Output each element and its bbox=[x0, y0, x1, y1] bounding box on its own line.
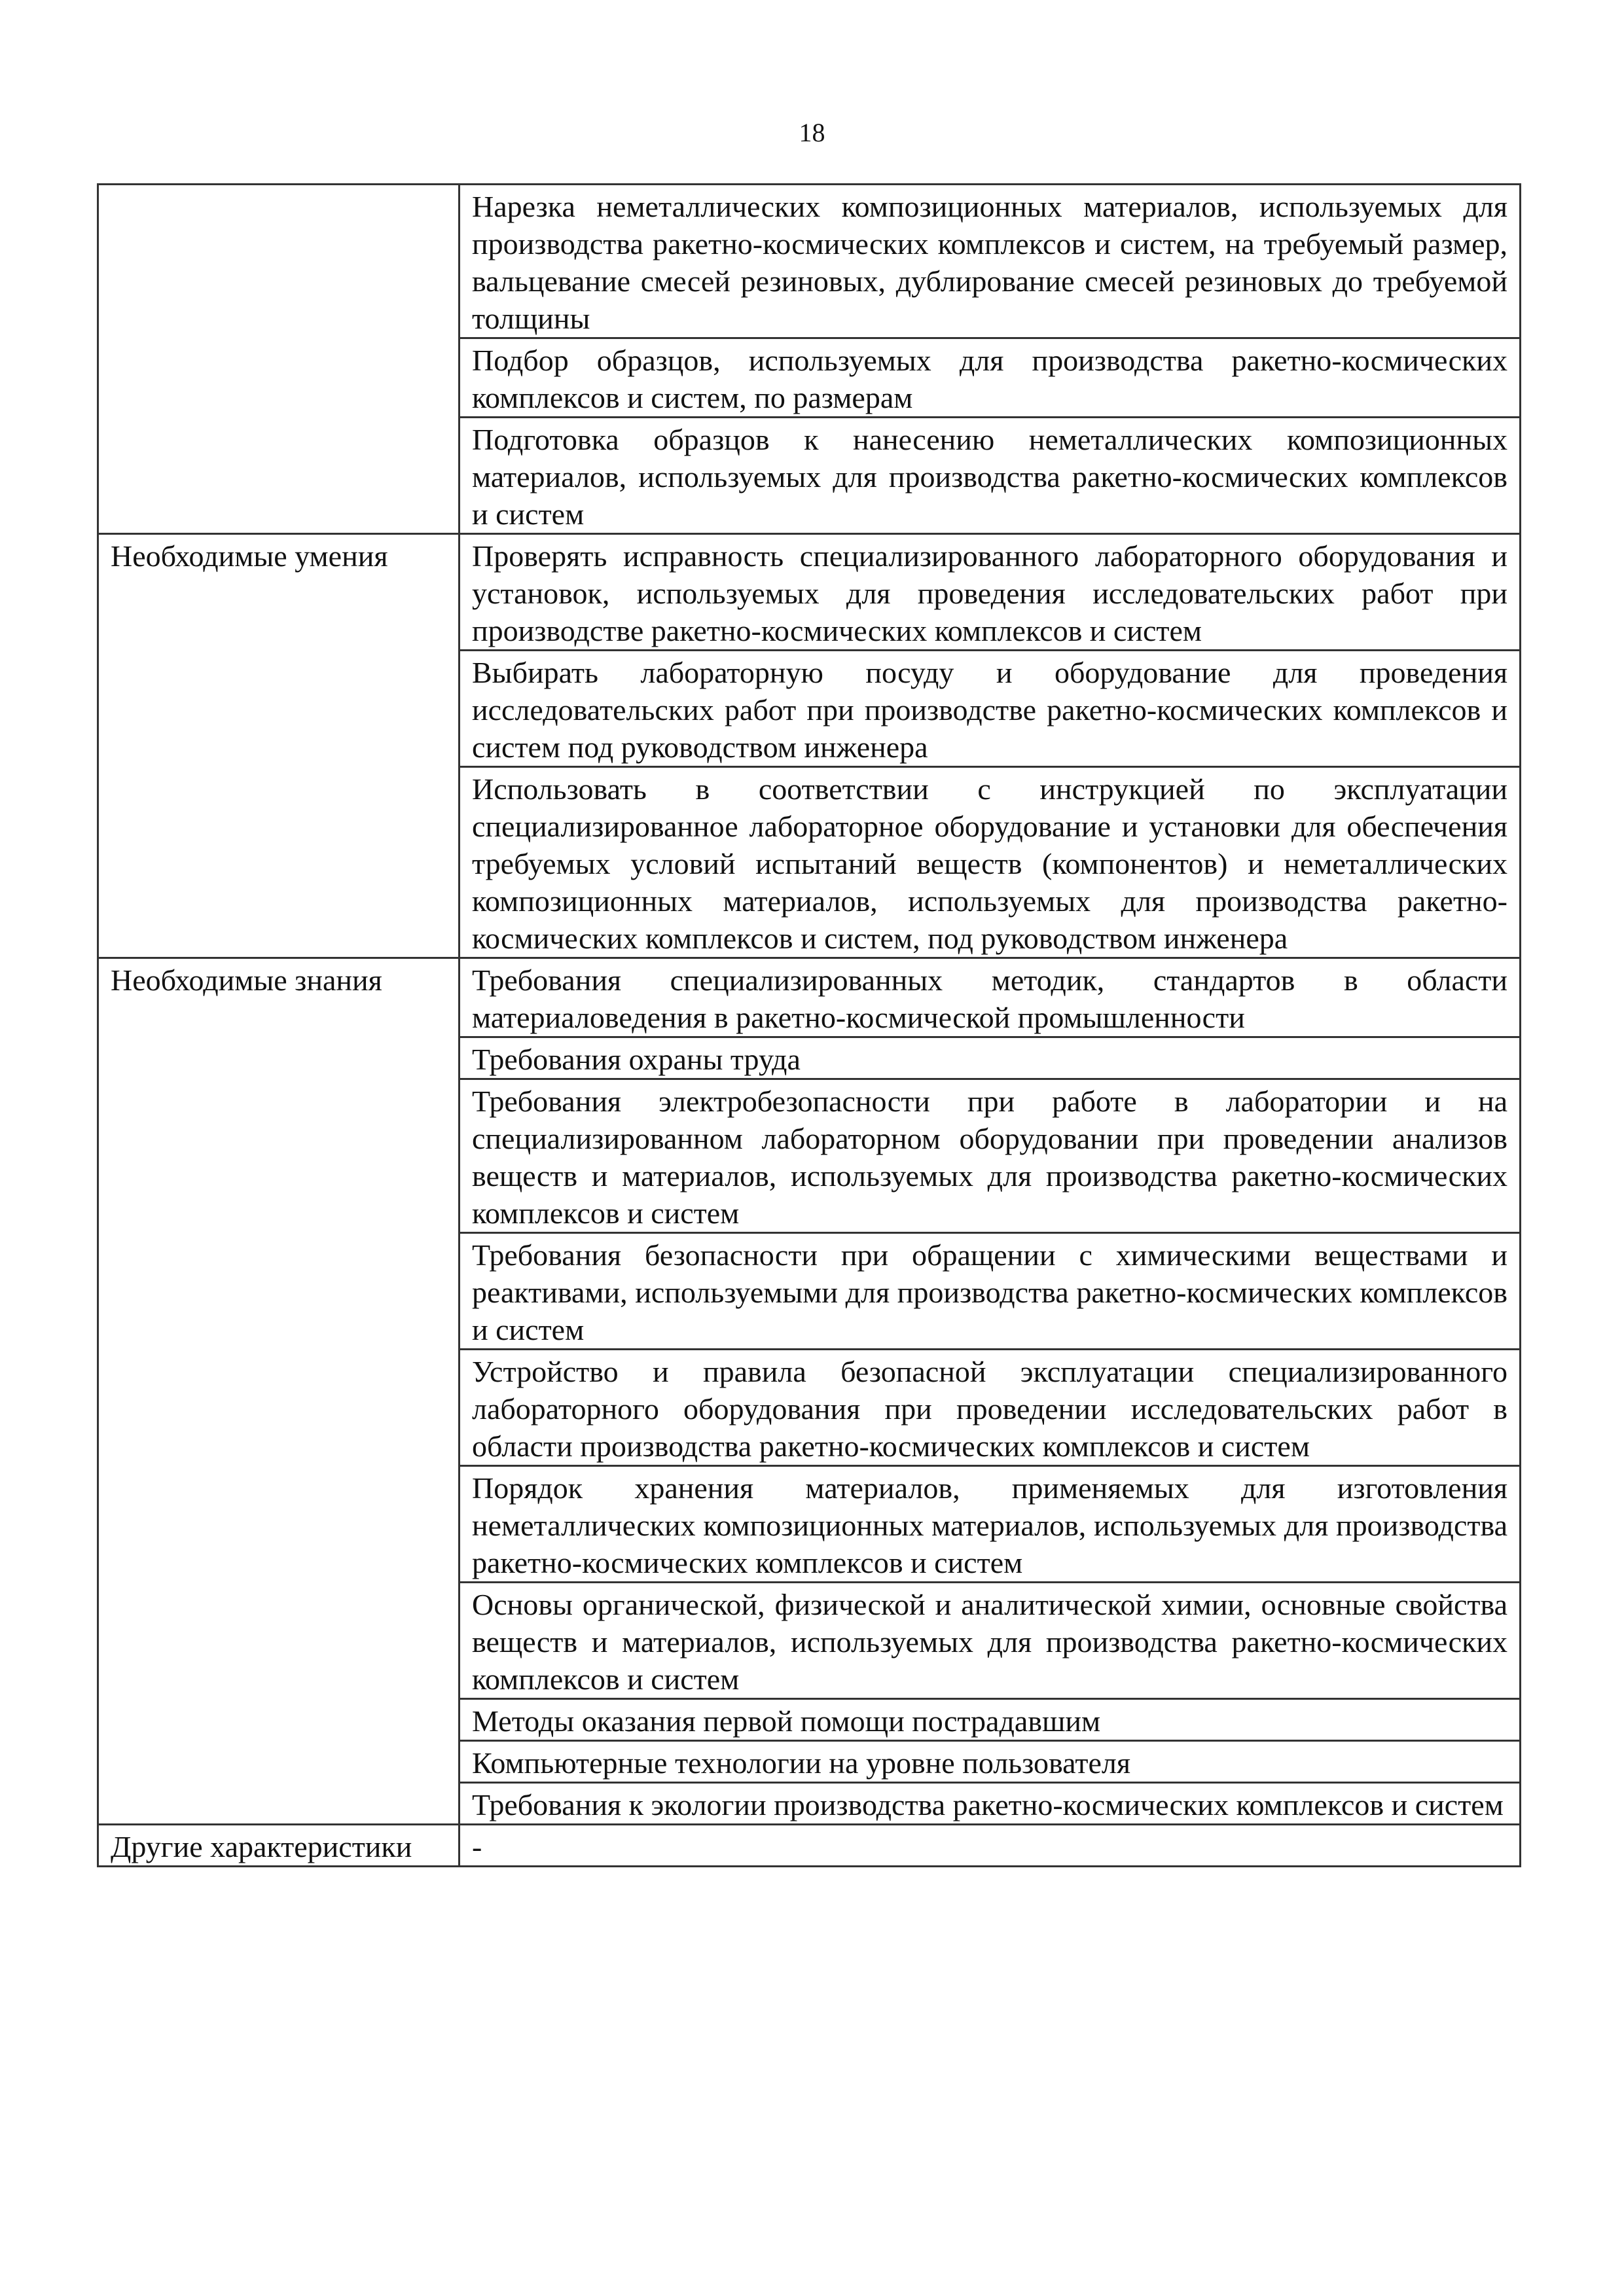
table-cell: Требования безопасности при обращении с химическими веществами и реактивами, используемыми для производства ракетно-космических комплексов и систем bbox=[460, 1233, 1521, 1350]
table-row bbox=[98, 1825, 1521, 1867]
table-row bbox=[98, 958, 1521, 1037]
page-number: 18 bbox=[799, 118, 825, 147]
table-cell: Основы органической, физической и аналитической химии, основные свойства веществ и материалов, используемых для производства ракетно-космических комплексов и систем bbox=[460, 1583, 1521, 1699]
table-cell: Компьютерные технологии на уровне пользователя bbox=[460, 1741, 1521, 1783]
table-cell: Методы оказания первой помощи пострадавшим bbox=[460, 1699, 1521, 1741]
row-label-empty bbox=[98, 185, 460, 534]
table-cell: Требования к экологии производства ракетно-космических комплексов и систем bbox=[460, 1783, 1521, 1825]
table-cell: Нарезка неметаллических композиционных материалов, используемых для производства ракетно-космических комплексов и систем, на требуемый размер, вальцевание смесей резиновых, дублирование смесей резиновых до требуемой толщины bbox=[460, 185, 1521, 338]
table-cell: - bbox=[460, 1825, 1521, 1867]
table-cell: Подготовка образцов к нанесению неметаллических композиционных материалов, используемых для производства ракетно-космических комплексов и систем bbox=[460, 418, 1521, 534]
table-cell: Выбирать лабораторную посуду и оборудование для проведения исследовательских работ при производстве ракетно-космических комплексов и систем под руководством инженера bbox=[460, 651, 1521, 767]
table-row bbox=[98, 185, 1521, 338]
table-cell: Использовать в соответствии с инструкцией по эксплуатации специализированное лабораторное оборудование и установки для обеспечения требуемых условий испытаний веществ (компонентов) и неметаллических композиционных материалов, используемых для производства ракетно-космических комплексов и систем, под руководством инженера bbox=[460, 767, 1521, 958]
row-label-skills: Необходимые умения bbox=[98, 534, 460, 958]
table-row bbox=[98, 534, 1521, 651]
table-cell: Требования специализированных методик, стандартов в области материаловедения в ракетно-космической промышленности bbox=[460, 958, 1521, 1037]
table-cell: Проверять исправность специализированного лабораторного оборудования и установок, используемых для проведения исследовательских работ при производстве ракетно-космических комплексов и систем bbox=[460, 534, 1521, 651]
qualification-table bbox=[97, 183, 1521, 1867]
row-label-other: Другие характеристики bbox=[98, 1825, 460, 1867]
table-cell: Подбор образцов, используемых для производства ракетно-космических комплексов и систем, по размерам bbox=[460, 338, 1521, 418]
table-cell: Требования охраны труда bbox=[460, 1037, 1521, 1079]
table-cell: Устройство и правила безопасной эксплуатации специализированного лабораторного оборудования при проведении исследовательских работ в области производства ракетно-космических комплексов и систем bbox=[460, 1350, 1521, 1466]
row-label-knowledge: Необходимые знания bbox=[98, 958, 460, 1825]
table-cell: Требования электробезопасности при работе в лаборатории и на специализированном лабораторном оборудовании при проведении анализов веществ и материалов, используемых для производства ракетно-космических комплексов и систем bbox=[460, 1079, 1521, 1233]
table-cell: Порядок хранения материалов, применяемых для изготовления неметаллических композиционных материалов, используемых для производства ракетно-космических комплексов и систем bbox=[460, 1466, 1521, 1583]
